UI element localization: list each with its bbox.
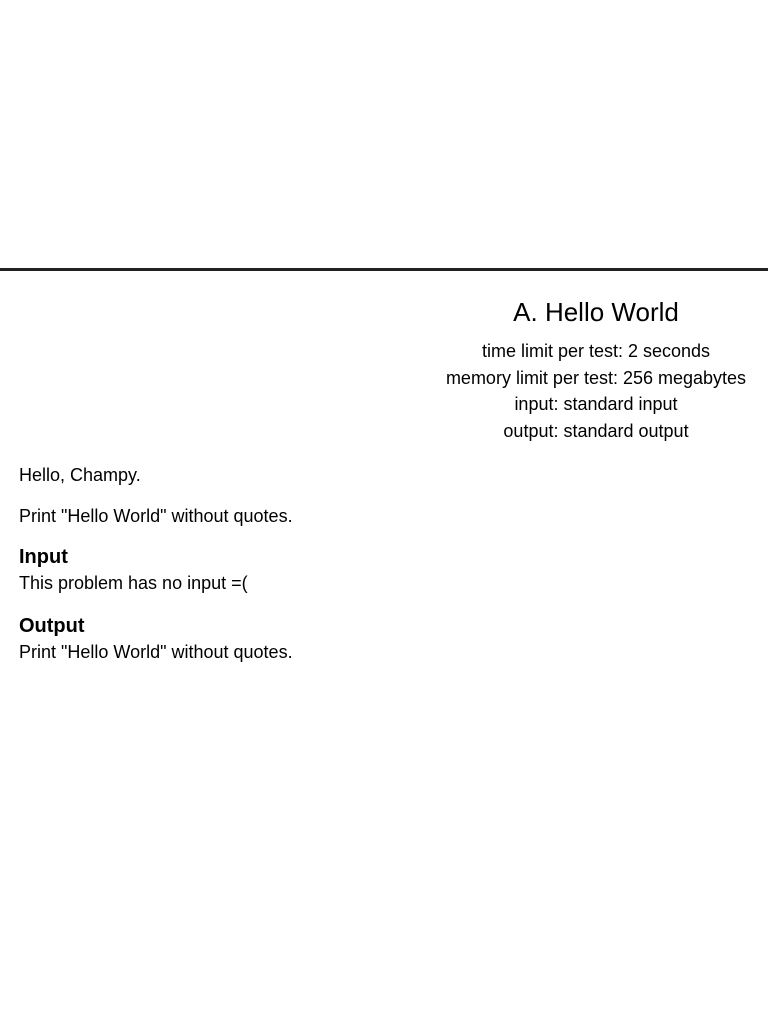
time-limit: time limit per test: 2 seconds: [481, 341, 711, 361]
input-heading: Input: [19, 546, 68, 568]
output-target: output: standard output: [503, 420, 689, 441]
header-divider: [0, 268, 768, 271]
input-source: input: standard input: [514, 394, 678, 414]
problem-title: A. Hello World: [513, 297, 679, 327]
input-section: [19, 544, 739, 596]
memory-limit: memory limit per test: 256 megabytes: [445, 367, 747, 388]
output-heading: Output: [19, 615, 85, 637]
problem-statement: [19, 462, 739, 682]
input-description: This problem has no input =(: [19, 573, 248, 593]
output-section: [19, 613, 739, 665]
output-description: Print "Hello World" without quotes.: [19, 642, 293, 662]
greeting-text: Hello, Champy.: [19, 465, 141, 485]
task-text: Print "Hello World" without quotes.: [19, 506, 293, 526]
problem-header: [424, 295, 768, 444]
